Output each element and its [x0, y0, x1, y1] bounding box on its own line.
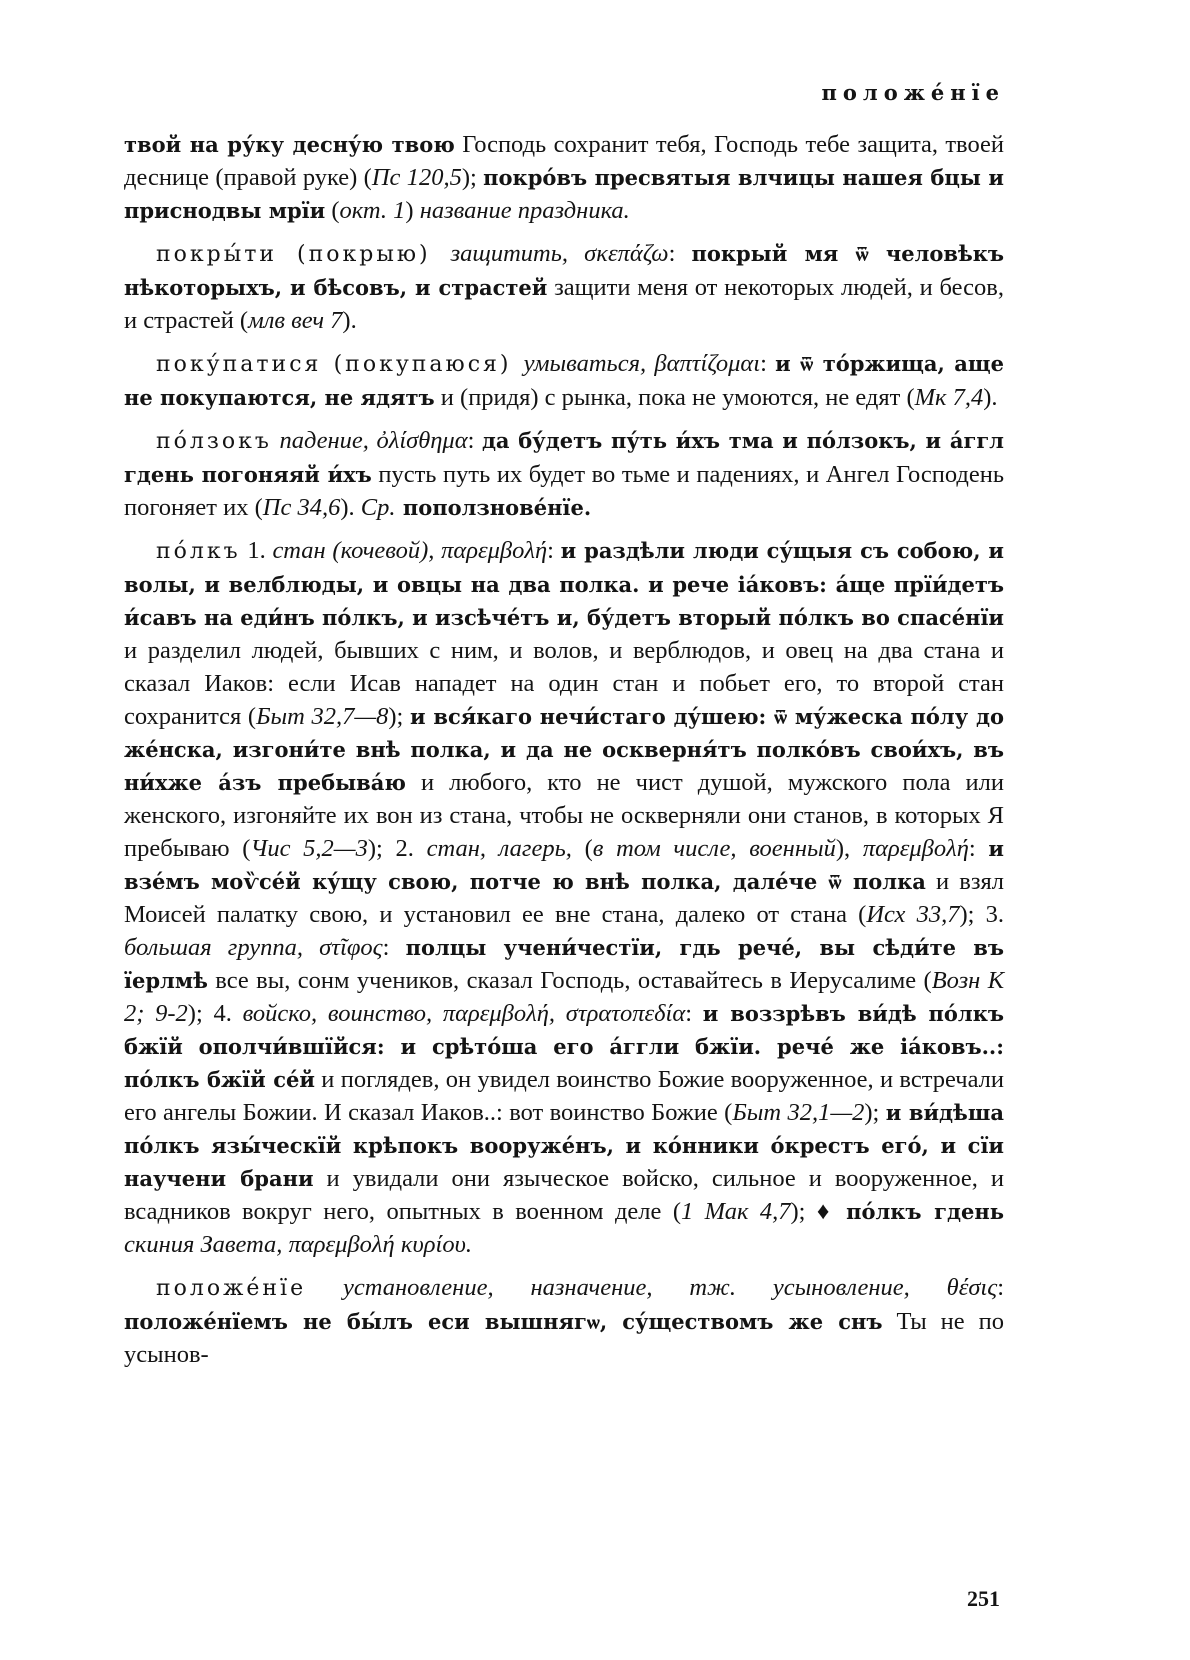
church-slavonic-text: и раздѣли люди су́щыя съ собою, и волы, и велблюды, и овцы на два полка. и рече іа́ковъ: а́ще прїи́детъ и́савъ на еди́нъ по́лкъ, и изсѣче́тъ и, бу́детъ вторый по́лкъ во спасе́нїи [124, 538, 1004, 630]
text: ); [864, 1099, 886, 1126]
text: ). [983, 384, 998, 411]
entry-pokupatisya [124, 347, 1004, 414]
reference: окт. 1 [339, 197, 406, 224]
headword: по́лкъ [156, 539, 241, 564]
text: ); ♦ [790, 1198, 847, 1225]
gloss: стан (кочевой), [272, 537, 435, 564]
church-slavonic-text: да бу́детъ пу́ть и́хъ тма и по́лзокъ, и а́ггл гдень погоняяй и́хъ [124, 428, 1004, 487]
translation: все вы, сонм учеников, сказал Господь, оставайтесь в Иерусалиме ( [207, 967, 932, 994]
reference: Пс 34,6 [262, 494, 341, 521]
church-slavonic-text: твой на ру́ку десну́ю твою [124, 132, 455, 157]
text: : [547, 537, 561, 564]
greek-equivalent: σκεπάζω [568, 240, 669, 267]
text: : [968, 835, 989, 862]
text: : [997, 1274, 1004, 1301]
gloss: умываться, [523, 350, 647, 377]
text: : [668, 240, 692, 267]
reference: Пс 120,5 [371, 164, 462, 191]
church-slavonic-text: и взе́мъ моѷсе́й ку́щу свою, потче ю внѣ полка, дале́че ѿ полка [124, 836, 1004, 894]
reference: Исх 33,7 [866, 901, 960, 928]
church-slavonic-text: и ѿ то́ржища, аще не покупаются, не ядятъ [124, 351, 1004, 410]
church-slavonic-text: и вся́каго нечи́стаго ду́шею: ѿ му́жеска по́лу до же́нска, изгони́те внѣ полка, и да не оскверня́тъ полко́въ свои́хъ, въ ни́хже а́зъ пребыва́ю [124, 704, 1005, 795]
text: ); [388, 703, 410, 730]
gloss: скиния Завета, [124, 1231, 283, 1258]
gloss: падение, [279, 427, 369, 454]
text: ), [835, 835, 863, 862]
greek-equivalent: βαπτίζομαι [646, 350, 761, 377]
greek-equivalent: θέσις [909, 1274, 998, 1301]
church-slavonic-text: покрый мя ѿ человѣкъ нѣкоторыхъ, и бѣсовъ, и страстей [124, 241, 1005, 300]
entry-polozhenie [124, 1271, 1004, 1371]
entry-continuation [124, 128, 1004, 227]
gloss: установление, назначение, тж. усыновление, [342, 1274, 910, 1301]
entry-polk [124, 534, 1004, 1261]
gloss: защитить, [450, 240, 569, 267]
text: ). [340, 494, 361, 521]
text: : [382, 934, 406, 961]
text: ); 2. [367, 835, 427, 862]
text: ). [342, 307, 357, 334]
translation: Ты не по усынов- [124, 1308, 1004, 1368]
translation: и взял Моисей палатку свою, и установил ее вне стана, далеко от стана ( [124, 868, 1004, 928]
text: : [685, 1000, 703, 1027]
reference: Быт 32,1—2 [732, 1099, 865, 1126]
translation: и (придя) с рынка, пока не умоются, не едят ( [434, 384, 915, 411]
entry-polzok [124, 424, 1004, 524]
text: ) [405, 197, 420, 224]
translation: и любого, кто не чист душой, мужского пола или женского, изгоняйте их вон из стана, чтобы не оскверняли они станов, в которых Я пребываю ( [124, 769, 1004, 862]
text: ( [571, 835, 593, 862]
text: : [467, 427, 482, 454]
entry-pokryti [124, 237, 1004, 337]
sense-number: 1. [240, 537, 273, 564]
note: в том числе, военный [592, 835, 836, 862]
church-slavonic-text: покро́въ пресвятыя влчицы нашея бцы и приснодвы мрїи [124, 165, 1005, 223]
church-slavonic-text: по́лкъ гдень [846, 1199, 1004, 1224]
church-slavonic-text: и ви́дѣша по́лкъ язы́ческїй крѣпокъ вооруже́нъ, и ко́нники о́крестъ его́, и сїи научени брани [124, 1100, 1004, 1191]
translation: защити меня от некоторых людей, и бесов, и страстей ( [124, 274, 1004, 334]
dictionary-body [124, 128, 1004, 1381]
text: ); [461, 164, 484, 191]
gloss: большая группа, [124, 934, 304, 961]
translation: и поглядев, он увидел воинство Божие вооруженное, и встречали его ангелы Божии. И сказал Иаков..: вот воинство Божие ( [124, 1066, 1004, 1126]
reference: Мк 7,4 [914, 384, 984, 411]
translation: Господь сохранит тебя, Господь тебе защита, твоей деснице (правой руке) ( [124, 131, 1004, 191]
reference: 1 Мак 4,7 [681, 1198, 791, 1225]
form: (покупаюся) [321, 352, 524, 377]
church-slavonic-text: положе́нїемъ не бы́лъ еси вышнягѡ, су́ществомъ же снъ [124, 1309, 883, 1334]
reference: Возн К 2; 9-2 [124, 967, 1005, 1027]
text: : [760, 350, 776, 377]
church-slavonic-text: и воззрѣвъ ви́дѣ по́лкъ бжїй ополчи́вшїйся: и срѣто́ша его а́ггли бжїи. рече́ же іа́ковъ..: по́лкъ бжїй се́й [124, 1001, 1004, 1092]
greek-equivalent: στῖφος [303, 934, 383, 961]
greek-equivalent: παρεμβολή [862, 835, 969, 862]
headword: покры́ти [156, 242, 278, 267]
text: ( [325, 197, 340, 224]
translation: и разделил людей, бывших с ним, и волов, и верблюдов, и овец на два стана и сказал Иаков: если Исав нападет на один стан и побьет его, то второй стан сохранится ( [124, 637, 1004, 730]
greek-equivalent: παρεμβολή, στρατοπεδία [432, 1000, 686, 1027]
greek-equivalent: παρεμβολή [434, 537, 548, 564]
cross-reference-label: Ср. [360, 494, 396, 521]
greek-equivalent: ὀλίσθημα [368, 427, 468, 454]
greek-equivalent: παρεμβολή κυρίου. [282, 1231, 472, 1258]
reference: Чис 5,2—3 [250, 835, 368, 862]
translation: пусть путь их будет во тьме и падениях, и Ангел Господень погоняет их ( [124, 461, 1005, 521]
form: (покрыю) [277, 242, 451, 267]
headword: поку́патися [156, 352, 322, 377]
note: название праздника. [419, 197, 630, 224]
page-number: 251 [967, 1586, 1000, 1611]
cross-reference: поползнове́нїе. [395, 495, 592, 520]
gloss: войско, воинство, [242, 1000, 433, 1027]
text: ); 3. [959, 901, 1004, 928]
headword: положе́нїе [156, 1276, 307, 1301]
text: ); 4. [187, 1000, 243, 1027]
translation: и увидали они языческое войско, сильное и вооруженное, и всадников вокруг него, опытных в военном деле ( [124, 1165, 1004, 1225]
church-slavonic-text: полцы учени́честїи, гдь рече́, вы сѣди́те въ їерлмѣ [124, 935, 1005, 993]
reference: млв веч 7 [248, 307, 343, 334]
running-head: положе́нїе [821, 80, 1005, 105]
gloss: стан, лагерь, [426, 835, 572, 862]
reference: Быт 32,7—8 [256, 703, 389, 730]
headword: по́лзокъ [156, 429, 272, 454]
